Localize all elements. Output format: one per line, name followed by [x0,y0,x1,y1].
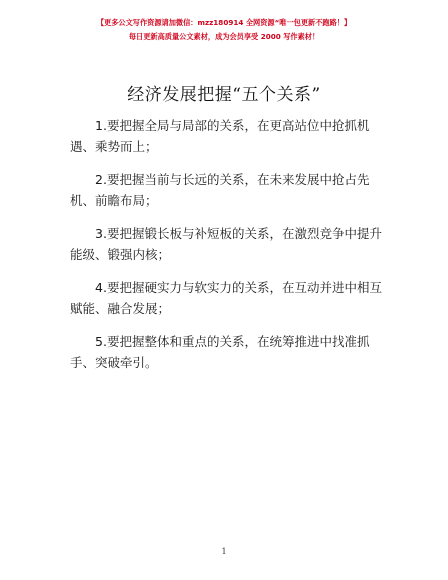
promo-banner-line-2: 每日更新高质量公文素材，成为会员享受 2000 写作素材！ [128,32,320,41]
page-number: 1 [221,547,227,556]
paragraph-2 [70,169,388,211]
paragraph-text: 要把握整体和重点的关系，在统筹推进中找准抓手、突破牵引。 [70,334,370,370]
paragraph-number: 4. [95,280,107,295]
paragraph-number: 1. [95,118,107,133]
paragraph-number: 3. [95,226,107,241]
paragraph-number: 5. [95,334,107,349]
paragraph-text: 要把握全局与局部的关系，在更高站位中抢抓机遇、乘势而上； [70,118,370,154]
paragraph-5 [70,331,388,373]
paragraph-text: 要把握锻长板与补短板的关系，在激烈竞争中提升能级、锻强内核； [70,226,382,262]
paragraph-text: 要把握当前与长远的关系，在未来发展中抢占先机、前瞻布局； [70,172,370,208]
paragraph-1 [70,115,388,157]
paragraph-text: 要把握硬实力与软实力的关系，在互动并进中相互赋能、融合发展； [70,280,382,316]
document-title: 经济发展把握“五个关系” [127,85,321,105]
document-body [70,115,388,385]
paragraph-4 [70,277,388,319]
paragraph-number: 2. [95,172,107,187]
promo-banner-line-1: 【更多公文写作资源请加微信：mzz180914 全网资源“唯一包更新不跑路！】 [96,18,352,27]
paragraph-3 [70,223,388,265]
